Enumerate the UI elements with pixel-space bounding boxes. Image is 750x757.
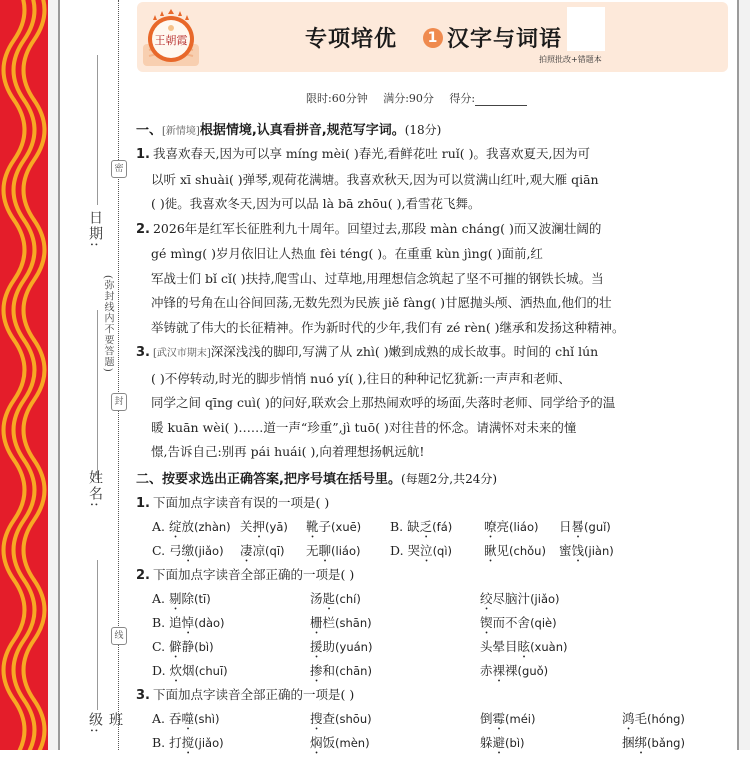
section-1-points: (18分): [404, 123, 442, 137]
emphasis-char: 缴: [181, 542, 195, 558]
emphasis-char: 悼: [181, 614, 195, 630]
pinyin: (yuán): [335, 639, 373, 654]
option-word: [310, 611, 480, 635]
option-label: D.: [390, 542, 408, 558]
word-char: 赤: [480, 662, 493, 678]
option-row: [136, 587, 732, 611]
option-word: [480, 707, 622, 731]
date-line: [97, 55, 98, 205]
pinyin: (fá): [432, 519, 453, 534]
pinyin: (chí): [335, 591, 361, 606]
word-char: 和: [322, 662, 336, 678]
name-line: [97, 400, 98, 480]
option-choice[interactable]: [152, 611, 310, 635]
word-char: 弓: [169, 542, 182, 558]
option-row: [136, 635, 732, 659]
word-char: 追: [169, 614, 182, 630]
pinyin: (jiǎo): [194, 543, 224, 558]
question-1-3: [136, 340, 732, 465]
class-line: [97, 560, 98, 710]
word-char: 脑: [505, 590, 518, 606]
word-char: 日: [559, 518, 572, 534]
emphasis-char: 炊: [169, 662, 183, 678]
option-word: [484, 539, 559, 563]
word-char: 不: [505, 614, 518, 630]
wave-pattern-icon: [0, 0, 48, 750]
section-2-heading: 按要求选出正确答案,把序号填在括号里。: [162, 471, 401, 487]
word-char: 放: [181, 518, 195, 534]
word-char: 栏: [322, 614, 336, 630]
option-choice[interactable]: [390, 539, 484, 563]
option-choice[interactable]: [152, 659, 310, 683]
emphasis-char: 晷: [571, 518, 585, 534]
option-word: [306, 539, 390, 563]
word-char: 头: [480, 638, 493, 654]
svg-text:王朝霞: 王朝霞: [154, 34, 188, 47]
option-row: [136, 515, 732, 539]
emphasis-char: 噬: [181, 710, 195, 726]
option-word: [310, 731, 480, 755]
option-word: [622, 707, 742, 731]
pinyin: (chǒu): [509, 543, 546, 558]
q1-line-3[interactable]: [136, 192, 732, 217]
seal-char-xian: 线: [111, 627, 127, 645]
q3-line-3[interactable]: [136, 391, 732, 416]
emphasis-char: 焖: [310, 734, 323, 750]
pinyin: (xuàn): [530, 639, 568, 654]
option-word: [480, 635, 680, 659]
pinyin: (yā): [265, 519, 288, 534]
class-label: 班级:: [87, 712, 123, 735]
pinyin: (hóng): [647, 711, 685, 726]
q3-line-1[interactable]: [136, 340, 732, 367]
logo-emblem-icon: [143, 6, 199, 68]
option-word: [240, 515, 306, 539]
right-gutter: [739, 0, 750, 750]
question-number: 1.: [136, 495, 150, 511]
pinyin: (bì): [505, 735, 525, 750]
line-text: ( )徙。我喜欢冬天,因为可以品 là bā zhōu( ),看雪花飞舞。: [151, 196, 481, 211]
emphasis-char: 泣: [420, 542, 433, 558]
pinyin: (jiǎo): [530, 591, 560, 606]
option-label: B.: [152, 734, 170, 750]
pinyin: (jiǎo): [194, 735, 224, 750]
question-stem-text: 下面加点字读音有误的一项是( ): [152, 494, 330, 510]
emphasis-char: 匙: [322, 590, 336, 606]
word-char: 捆: [622, 734, 635, 750]
question-1-1: [136, 142, 732, 217]
question-stem-text: 下面加点字读音全部正确的一项是( ): [152, 686, 355, 702]
emphasis-char: 绽: [168, 518, 182, 534]
q2-line-4[interactable]: [136, 291, 732, 316]
word-char: 目: [505, 638, 518, 654]
word-char: 见: [496, 542, 510, 558]
q2-line-3[interactable]: [136, 267, 732, 292]
full-score: 满分:90分: [383, 92, 434, 105]
q1-line-1[interactable]: [136, 142, 732, 168]
question-number: 2.: [136, 221, 150, 237]
line-text: 举铸就了伟大的长征精神。作为新时代的少年,我们有 zé rèn( )继承和发扬这种精神。: [151, 319, 625, 335]
section-1-title: [136, 118, 732, 142]
pinyin: (mèn): [335, 735, 370, 750]
question-number: 1.: [136, 147, 150, 162]
pinyin: (qī): [265, 543, 285, 558]
option-label: A.: [152, 710, 169, 726]
option-label: A.: [152, 518, 169, 534]
word-char: 关: [240, 518, 253, 534]
word-char: 而: [492, 614, 506, 630]
option-choice[interactable]: [152, 539, 240, 563]
exam-meta: [306, 90, 527, 106]
line-text: gé mìng( )岁月依旧让人热血 fèi téng( )。在重重 kùn jìng( )面前,红: [151, 246, 543, 261]
line-text: 以听 xī shuài( )弹琴,观荷花满塘。我喜欢秋天,因为可以赏满山红叶,观大雁 qiān: [151, 171, 599, 187]
option-word: [306, 515, 390, 539]
option-choice[interactable]: [152, 587, 310, 611]
word-char: 躲: [480, 734, 493, 750]
word-char: 汁: [517, 590, 531, 606]
line-text: 军战士们 bǐ cǐ( )扶持,爬雪山、过草地,用理想信念筑起了坚不可摧的钢铁长城。当: [151, 270, 604, 286]
line-text: 冲锋的号角在山谷间回荡,无数先烈为民族 jiě fàng( )甘愿抛头颅、洒热血,他们的壮: [151, 295, 612, 310]
section-2-points: (每题2分,共24分): [400, 471, 498, 486]
pinyin: (méi): [505, 711, 536, 726]
emphasis-char: 靴: [306, 518, 319, 534]
section-1-tag: [新情境]: [162, 126, 200, 137]
word-char: 无: [306, 542, 319, 558]
q2-line-5[interactable]: [136, 316, 732, 341]
emphasis-char: 掺: [310, 662, 323, 678]
q3-line-5[interactable]: [136, 440, 732, 465]
q3-line-4[interactable]: [136, 416, 732, 441]
word-char: 倒: [480, 710, 493, 726]
word-char: 饭: [322, 734, 336, 750]
page-title: [305, 22, 562, 53]
emphasis-char: 鸿: [622, 710, 635, 726]
word-char: 查: [322, 710, 336, 726]
word-char: 裸: [505, 662, 518, 678]
pinyin: (shì): [194, 711, 220, 726]
option-label: B.: [152, 614, 170, 630]
q2-line-2[interactable]: [136, 242, 732, 267]
qr-caption: 拍照批改+错题本: [539, 55, 602, 64]
option-row: [136, 707, 732, 731]
option-choice[interactable]: [152, 707, 310, 731]
seal-char-mi: 密: [111, 160, 127, 178]
emphasis-char: 锲: [480, 614, 493, 630]
option-choice[interactable]: [152, 635, 310, 659]
seal-note: (弥封线内不要答题): [102, 275, 113, 373]
name-label: 姓名:: [87, 470, 103, 509]
q1-line-2[interactable]: [136, 168, 732, 193]
emphasis-char: 搜: [310, 710, 323, 726]
word-char: 静: [181, 638, 195, 654]
section-1-heading: 根据情境,认真看拼音,规范写字词。: [199, 123, 405, 138]
emphasis-char: 剔: [168, 590, 182, 606]
brand-logo: [143, 6, 199, 68]
pinyin: (chān): [335, 663, 372, 678]
unit-title: 汉字与词语: [447, 27, 563, 52]
exam-content: [136, 118, 732, 755]
pinyin: (liáo): [509, 519, 539, 534]
pinyin: (zhàn): [194, 519, 231, 534]
emphasis-char: 栅: [310, 614, 323, 630]
qr-code-placeholder[interactable]: [567, 7, 605, 51]
option-word: [310, 707, 480, 731]
score-label: 得分:: [449, 92, 476, 105]
question-1-2: [136, 217, 732, 341]
question-number: 3.: [136, 687, 150, 703]
word-char: 子: [318, 518, 332, 534]
emphasis-char: 嘹: [484, 518, 497, 534]
emphasis-char: 僻: [169, 638, 182, 654]
emphasis-char: 凄: [240, 542, 253, 558]
emphasis-char: 避: [492, 734, 506, 750]
option-word: [310, 635, 480, 659]
decorative-band: [0, 0, 48, 750]
emphasis-char: 裸: [492, 662, 506, 678]
pinyin: (jiàn): [584, 543, 614, 558]
option-row: [136, 659, 732, 683]
pinyin: (shān): [335, 615, 372, 630]
line-text: 暖 kuān wèi( )……道一声“珍重”,jì tuō( )对往昔的怀念。请满怀对未来的憧: [151, 419, 577, 435]
option-word: [484, 515, 559, 539]
question-number: 3.: [136, 345, 150, 360]
pinyin: (chuī): [194, 663, 228, 678]
emphasis-char: 搅: [181, 734, 195, 750]
option-choice[interactable]: [390, 515, 484, 539]
unit-number-badge: 1: [423, 28, 443, 48]
line-text: 同学之间 qīng cuì( )的问好,联欢会上那热闹欢呼的场面,失落时老师、同学给予的温: [151, 395, 616, 410]
line-text: ( )不停转动,时光的脚步悄悄 nuó yí( ),往日的种种记忆犹新:一声声和老师、: [151, 370, 571, 386]
option-row: [136, 731, 732, 755]
word-char: 烟: [182, 662, 195, 678]
word-char: 助: [322, 638, 336, 654]
word-char: 吞: [168, 710, 182, 726]
word-char: 缺: [407, 518, 420, 534]
emphasis-char: 眩: [517, 638, 531, 654]
option-label: C.: [152, 542, 170, 558]
emphasis-char: 饯: [571, 542, 585, 558]
word-char: 毛: [634, 710, 648, 726]
mc-question-stem[interactable]: [136, 563, 732, 587]
q2-line-1[interactable]: [136, 217, 732, 243]
pinyin: (guǒ): [517, 663, 549, 678]
word-char: 汤: [310, 590, 323, 606]
line-text: 2026年是红军长征胜利九十周年。回望过去,那段 màn cháng( )而又波澜壮阔的: [152, 220, 602, 236]
pinyin: (xuē): [331, 519, 362, 534]
option-word: [240, 539, 306, 563]
emphasis-char: 绞: [480, 590, 493, 606]
multiple-choice-list: [136, 491, 732, 755]
option-word: [480, 587, 680, 611]
q3-line-2[interactable]: [136, 367, 732, 392]
word-char: 除: [181, 590, 195, 606]
option-word: [559, 515, 639, 539]
question-number: 2.: [136, 567, 150, 583]
option-row: [136, 539, 732, 563]
pinyin: (qì): [432, 543, 453, 558]
emphasis-char: 援: [310, 638, 323, 654]
option-choice[interactable]: [152, 515, 240, 539]
emphasis-char: 乏: [419, 518, 433, 534]
section-1-prefix: 一、: [136, 123, 163, 138]
score-blank[interactable]: [475, 105, 527, 106]
option-label: B.: [390, 518, 408, 534]
word-char: 晕: [492, 638, 506, 654]
line-text: 我喜欢春天,因为可以享 míng mèi( )春光,看鲜花吐 ruǐ( )。我喜欢夏天,因为可: [152, 146, 590, 161]
time-limit: 限时:60分钟: [306, 92, 368, 105]
mc-question-stem[interactable]: [136, 491, 732, 515]
word-char: 凉: [252, 542, 266, 558]
pinyin: (shōu): [335, 711, 372, 726]
word-char: 打: [169, 734, 182, 750]
pinyin: (qiè): [530, 615, 557, 630]
seal-char-feng: 封: [111, 393, 127, 411]
seal-note-line: [97, 310, 98, 400]
emphasis-char: 绑: [634, 734, 648, 750]
emphasis-char: 押: [252, 518, 266, 534]
option-choice[interactable]: [152, 731, 310, 755]
section-2-title: [136, 467, 732, 491]
pinyin: (bì): [194, 639, 214, 654]
pinyin: (guǐ): [584, 519, 611, 534]
pinyin: (bǎng): [647, 735, 685, 750]
line-text: 深深浅浅的脚印,写满了从 zhì( )嫩到成熟的成长故事。时间的 chǐ lún: [210, 344, 599, 359]
title-prefix: 专项培优: [305, 27, 398, 52]
option-word: [310, 587, 480, 611]
word-char: 蜜: [559, 542, 572, 558]
emphasis-char: 聊: [318, 542, 332, 558]
option-word: [559, 539, 639, 563]
mc-question-stem[interactable]: [136, 683, 732, 707]
option-word: [480, 731, 622, 755]
word-char: 亮: [496, 518, 510, 534]
option-word: [310, 659, 480, 683]
line-text: 憬,告诉自己:别再 pái huái( ),向着理想扬帆远航!: [151, 444, 425, 459]
question-tag: [武汉市期末]: [152, 348, 211, 359]
option-word: [480, 611, 680, 635]
word-char: 哭: [407, 542, 421, 558]
emphasis-char: 霉: [492, 710, 506, 726]
header-banner: [137, 2, 728, 72]
option-row: [136, 611, 732, 635]
word-char: 舍: [517, 614, 531, 630]
option-word: [622, 731, 742, 755]
date-label: 日期:: [87, 210, 103, 249]
emphasis-char: 瞅: [484, 542, 497, 558]
pinyin: (liáo): [331, 543, 361, 558]
question-stem-text: 下面加点字读音全部正确的一项是( ): [152, 566, 355, 582]
section-2-prefix: 二、: [136, 471, 163, 487]
word-char: 尽: [492, 590, 506, 606]
pinyin: (tī): [194, 591, 211, 606]
band-gap: [48, 0, 58, 750]
option-label: D.: [152, 662, 170, 678]
option-label: A.: [152, 590, 169, 606]
pinyin: (dào): [194, 615, 225, 630]
option-label: C.: [152, 638, 170, 654]
option-word: [480, 659, 680, 683]
